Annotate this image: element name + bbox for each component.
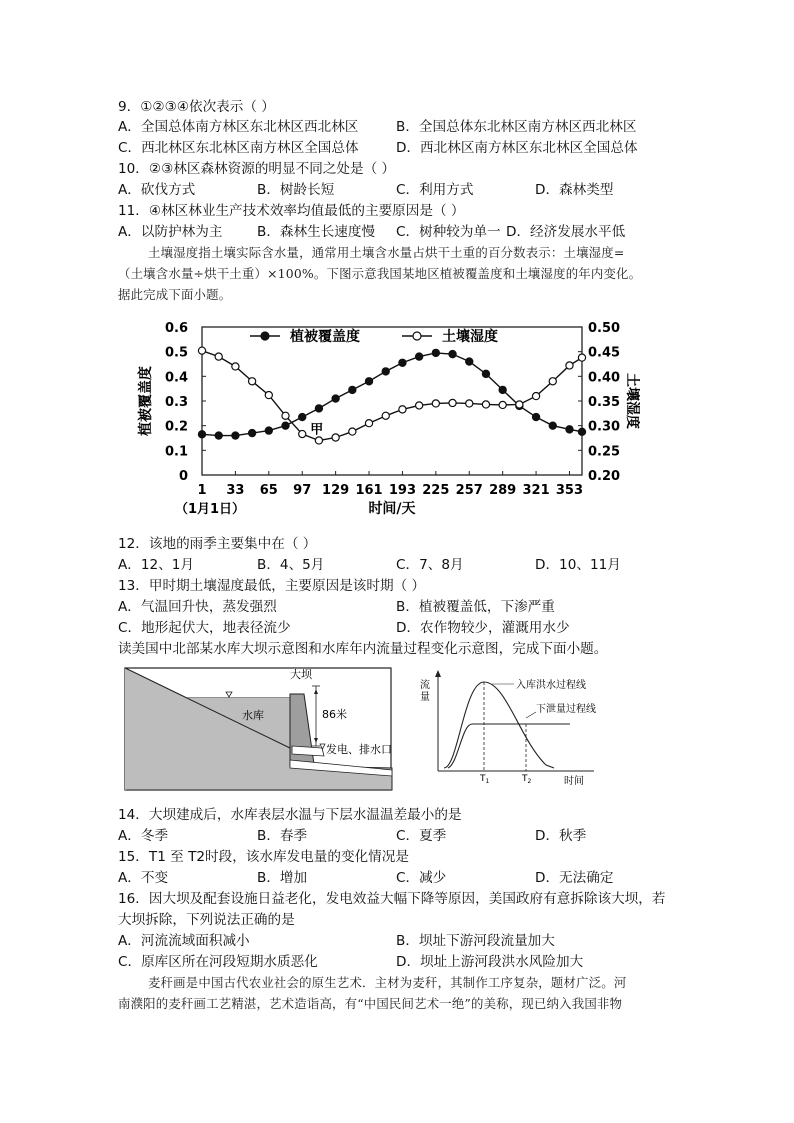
soil-moisture-point bbox=[549, 378, 556, 385]
vegetation-cover-point bbox=[399, 359, 406, 366]
q9-option-c: C．西北林区东北林区南方林区全国总体 bbox=[118, 140, 359, 156]
x-tick-label: 225 bbox=[422, 483, 450, 498]
vegetation-cover-point bbox=[265, 427, 272, 434]
dam-diagram bbox=[124, 664, 396, 794]
passage2: 读美国中北部某水库大坝示意图和水库年内流量过程变化示意图，完成下面小题。 bbox=[118, 641, 608, 657]
left-axis-label: 植被覆盖度 bbox=[138, 366, 154, 436]
vegetation-cover-point bbox=[499, 386, 506, 393]
soil-moisture-point bbox=[249, 378, 256, 385]
soil-moisture-point bbox=[532, 392, 539, 399]
passage3-line2: 南濮阳的麦秆画工艺精湛，艺术造诣高，有“中国民间艺术一绝”的美称，现已纳入我国非物 bbox=[118, 996, 623, 1011]
flow-process-diagram bbox=[418, 668, 600, 790]
q16-stem-line1: 16．因大坝及配套设施日益老化，发电效益大幅下降等原因，美国政府有意拆除该大坝，若 bbox=[118, 891, 666, 907]
legend-marker bbox=[261, 332, 269, 340]
vegetation-cover-point bbox=[382, 368, 389, 375]
soil-moisture-point bbox=[466, 400, 473, 407]
passage3-line1: 麦秆画是中国古代农业社会的原生艺术．主材为麦秆，其制作工序复杂，题材广泛。河 bbox=[148, 975, 627, 990]
q15-option-a: A．不变 bbox=[118, 870, 169, 886]
right-tick-label: 0.50 bbox=[588, 321, 621, 336]
left-tick-label: 0.3 bbox=[164, 395, 188, 410]
q13-option-c: C．地形起伏大，地表径流少 bbox=[118, 620, 291, 636]
q13-stem: 13．甲时期土壤湿度最低，主要原因是该时期（ ） bbox=[118, 578, 426, 594]
soil-moisture-point bbox=[198, 347, 205, 354]
soil-moisture-point bbox=[399, 406, 406, 413]
x-tick-label: 97 bbox=[293, 483, 312, 498]
left-tick-label: 0.4 bbox=[164, 370, 188, 386]
x-tick-label: 289 bbox=[489, 483, 517, 498]
soil-moisture-point bbox=[482, 401, 489, 408]
vegetation-cover-point bbox=[432, 349, 439, 356]
flow-xlabel: 时间 bbox=[564, 776, 584, 787]
q12-option-c: C．7、8月 bbox=[396, 557, 464, 573]
soil-moisture-point bbox=[566, 362, 573, 369]
q10-option-a: A．砍伐方式 bbox=[118, 182, 196, 198]
q10-option-c: C．利用方式 bbox=[396, 182, 474, 198]
vegetation-cover-line bbox=[202, 353, 582, 436]
t2-label: $T_2$ bbox=[522, 774, 532, 785]
soil-moisture-point bbox=[282, 412, 289, 419]
chart-series bbox=[198, 347, 585, 444]
soil-moisture-point bbox=[432, 400, 439, 407]
x-tick-label: 353 bbox=[555, 483, 584, 498]
soil-moisture-point bbox=[299, 430, 306, 437]
soil-moisture-point bbox=[232, 363, 239, 370]
vegetation-cover-point bbox=[332, 395, 339, 402]
left-tick-label: 0.2 bbox=[164, 419, 188, 435]
vegetation-cover-point bbox=[566, 426, 573, 433]
q13-option-a: A．气温回升快，蒸发强烈 bbox=[118, 599, 277, 615]
height-label: 86米 bbox=[322, 708, 347, 721]
q16-option-d: D．坝址上游河段洪水风险加大 bbox=[396, 954, 584, 970]
q12-option-a: A．12、1月 bbox=[118, 557, 195, 573]
soil-moisture-point bbox=[499, 401, 506, 408]
q12-stem: 12．该地的雨季主要集中在（ ） bbox=[118, 536, 317, 552]
soil-moisture-point bbox=[382, 412, 389, 419]
right-tick-label: 0.30 bbox=[588, 419, 621, 435]
x-tick-label: 1 bbox=[197, 483, 207, 498]
q16-option-c: C．原库区所在河段短期水质恶化 bbox=[118, 954, 318, 970]
right-tick-label: 0.40 bbox=[588, 370, 621, 386]
right-tick-label: 0.45 bbox=[588, 345, 621, 361]
legend-soil-moisture: 土壤湿度 bbox=[442, 329, 498, 345]
chart-labels bbox=[137, 321, 640, 517]
right-axis-label: 土壤湿度 bbox=[624, 373, 640, 429]
soil-moisture-point bbox=[578, 354, 585, 361]
q15-stem: 15．T1 至 T2时段，该水库发电量的变化情况是 bbox=[118, 849, 409, 865]
q10-stem: 10．②③林区森林资源的明显不同之处是（ ） bbox=[118, 161, 396, 177]
vegetation-cover-point bbox=[482, 370, 489, 377]
vegetation-cover-point bbox=[215, 432, 222, 439]
left-tick-label: 0.5 bbox=[164, 345, 188, 361]
reservoir-label: 水库 bbox=[242, 709, 264, 722]
q15-option-d: D．无法确定 bbox=[535, 870, 614, 886]
q11-option-d: D．经济发展水平低 bbox=[506, 224, 626, 240]
passage1-line3: 据此完成下面小题。 bbox=[118, 287, 232, 302]
q9-option-a: A．全国总体南方林区东北林区西北林区 bbox=[118, 119, 359, 135]
x-first-tick-note: （1月1日） bbox=[174, 502, 246, 517]
vegetation-cover-point bbox=[249, 429, 256, 436]
q13-option-b: B．植被覆盖低，下渗严重 bbox=[396, 599, 555, 615]
q15-option-c: C．减少 bbox=[396, 870, 447, 886]
vegetation-cover-point bbox=[449, 351, 456, 358]
left-tick-label: 0 bbox=[178, 469, 188, 484]
vegetation-cover-point bbox=[365, 378, 372, 385]
vegetation-cover-point bbox=[232, 432, 239, 439]
q12-option-d: D．10、11月 bbox=[535, 557, 621, 573]
outlet-label: 发电、排水口 bbox=[326, 743, 392, 756]
x-tick-label: 33 bbox=[226, 483, 245, 498]
q11-stem: 11．④林区林业生产技术效率均值最低的主要原因是（ ） bbox=[118, 203, 465, 219]
flow-ylabel-bottom: 量 bbox=[420, 692, 430, 703]
soil-moisture-point bbox=[332, 434, 339, 441]
passage1-line1: 土壤湿度指土壤实际含水量，通常用土壤含水量占烘干土重的百分数表示：土壤湿度= bbox=[148, 245, 625, 260]
q14-option-c: C．夏季 bbox=[396, 828, 447, 844]
q14-stem: 14．大坝建成后，水库表层水温与下层水温温差最小的是 bbox=[118, 807, 462, 823]
q10-option-d: D．森林类型 bbox=[535, 182, 614, 198]
vegetation-cover-point bbox=[349, 386, 356, 393]
left-tick-label: 0.1 bbox=[164, 444, 188, 460]
q15-option-b: B．增加 bbox=[257, 870, 308, 886]
legend-vegetation-cover: 植被覆盖度 bbox=[290, 329, 360, 345]
q14-option-a: A．冬季 bbox=[118, 828, 169, 844]
soil-moisture-line bbox=[202, 351, 582, 441]
vegetation-cover-point bbox=[532, 413, 539, 420]
soil-moisture-point bbox=[315, 437, 322, 444]
q9-option-b: B．全国总体东北林区南方林区西北林区 bbox=[396, 119, 637, 135]
x-tick-label: 321 bbox=[522, 483, 550, 498]
dam-label: 大坝 bbox=[290, 668, 312, 681]
vegetation-cover-point bbox=[299, 413, 306, 420]
q16-option-a: A．河流流域面积减小 bbox=[118, 933, 250, 949]
x-tick-label: 193 bbox=[388, 483, 417, 498]
soil-moisture-point bbox=[365, 420, 372, 427]
q14-option-b: B．春季 bbox=[257, 828, 308, 844]
vegetation-cover-point bbox=[549, 422, 556, 429]
q14-option-d: D．秋季 bbox=[535, 828, 587, 844]
annotation-jia: 甲 bbox=[310, 422, 324, 438]
soil-moisture-point bbox=[416, 402, 423, 409]
vegetation-cover-point bbox=[416, 353, 423, 360]
q16-stem-line2: 大坝拆除，下列说法正确的是 bbox=[118, 912, 295, 928]
left-tick-label: 0.6 bbox=[164, 321, 188, 336]
legend-marker bbox=[413, 332, 421, 340]
passage1-line2: （土壤含水量÷烘干土重）×100%。下图示意我国某地区植被覆盖度和土壤湿度的年内变化。 bbox=[118, 266, 642, 281]
q9-option-d: D．西北林区南方林区东北林区全国总体 bbox=[396, 140, 638, 156]
vegetation-cover-point bbox=[282, 422, 289, 429]
vegetation-cover-point bbox=[198, 431, 205, 438]
q12-option-b: B．4、5月 bbox=[257, 557, 325, 573]
vegetation-cover-point bbox=[578, 428, 585, 435]
right-tick-label: 0.20 bbox=[588, 469, 621, 484]
x-tick-label: 161 bbox=[355, 483, 383, 498]
soil-moisture-point bbox=[516, 401, 523, 408]
soil-moisture-point bbox=[349, 428, 356, 435]
q11-option-a: A．以防护林为主 bbox=[118, 224, 223, 240]
soil-moisture-point bbox=[215, 353, 222, 360]
soil-moisture-point bbox=[265, 391, 272, 398]
x-tick-label: 129 bbox=[322, 483, 350, 498]
t1-label: $T_1$ bbox=[480, 774, 490, 785]
vegetation-soil-moisture-chart bbox=[120, 308, 640, 526]
vegetation-cover-point bbox=[466, 358, 473, 365]
q9-stem: 9．①②③④依次表示（ ） bbox=[118, 99, 275, 115]
q11-option-b: B．森林生长速度慢 bbox=[257, 224, 376, 240]
x-axis-label: 时间/天 bbox=[368, 501, 416, 517]
right-tick-label: 0.25 bbox=[588, 444, 621, 460]
x-tick-label: 65 bbox=[259, 483, 278, 498]
x-tick-label: 257 bbox=[455, 483, 483, 498]
inflow-label: 入库洪水过程线 bbox=[516, 680, 586, 691]
right-tick-label: 0.35 bbox=[588, 395, 621, 410]
q16-option-b: B．坝址下游河段流量加大 bbox=[396, 933, 555, 949]
flow-ylabel-top: 流 bbox=[420, 680, 430, 691]
soil-moisture-point bbox=[449, 399, 456, 406]
q11-option-c: C．树种较为单一 bbox=[396, 224, 501, 240]
vegetation-cover-point bbox=[315, 405, 322, 412]
q13-option-d: D．农作物较少，灌溉用水少 bbox=[396, 620, 570, 636]
outflow-label: 下泄量过程线 bbox=[536, 704, 596, 715]
q10-option-b: B．树龄长短 bbox=[257, 182, 335, 198]
